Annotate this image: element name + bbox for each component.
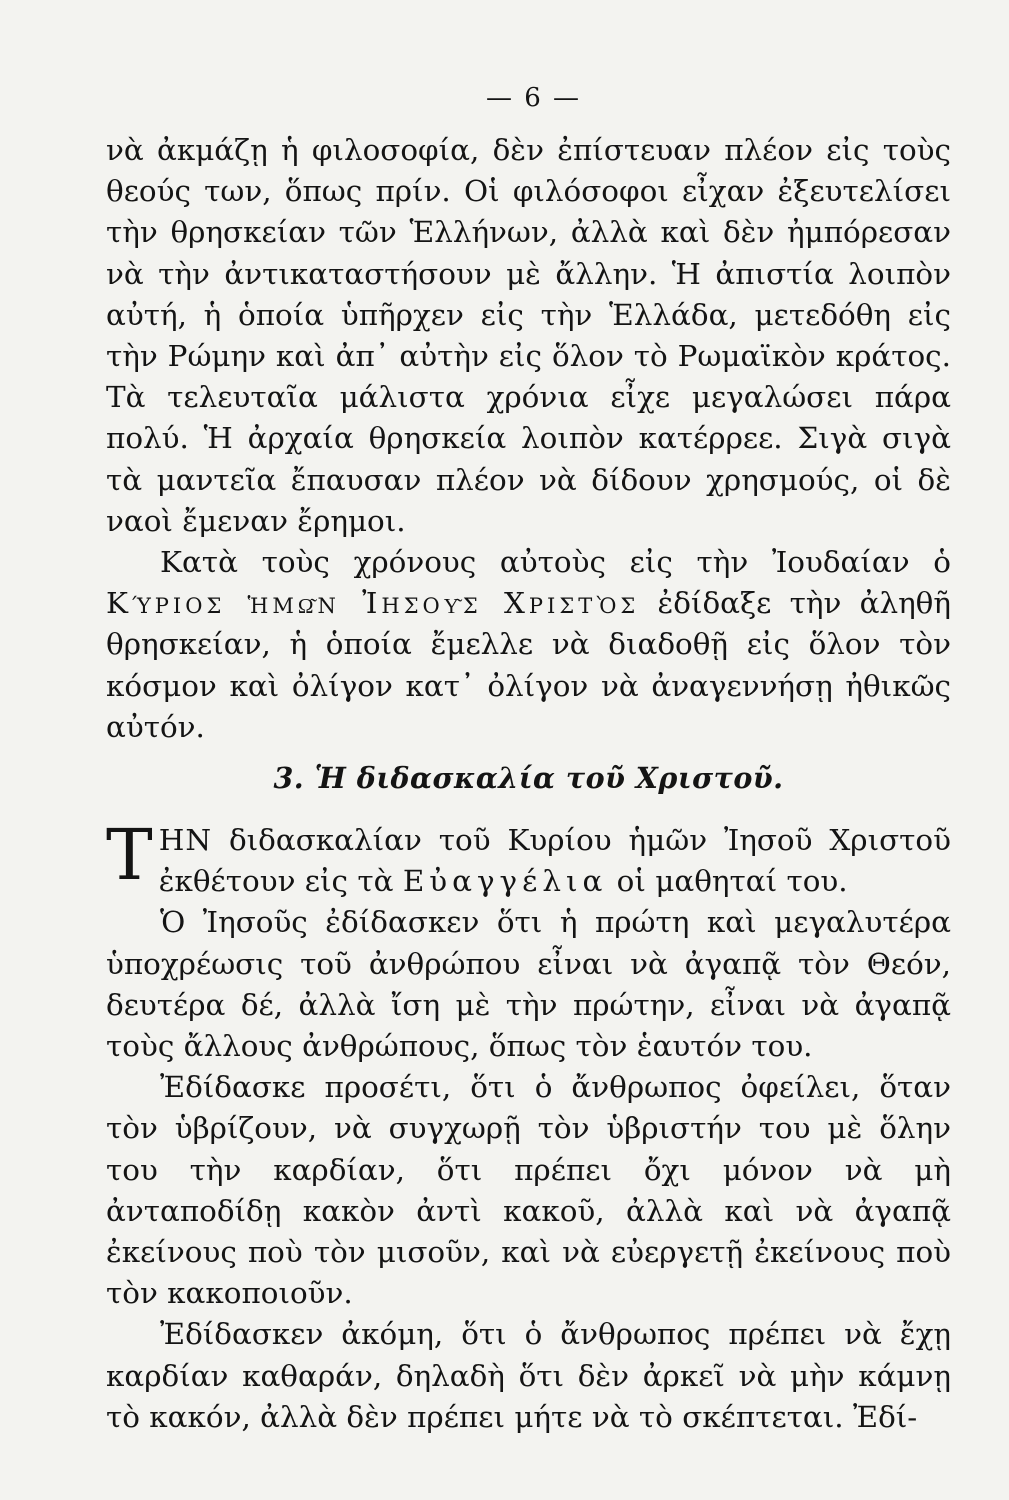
paragraph-3 <box>106 814 951 902</box>
paragraph-1: νὰ ἀκμάζῃ ἡ φιλοσοφία, δὲν ἐπίστευαν πλέον εἰς τοὺς θεούς των, ὅπως πρίν. Οἱ φιλόσοφοι εἶχαν ἐξευτελίσει τὴν θρησκείαν τῶν Ἑλλήνων, ἀλλὰ καὶ δὲν ἠμπόρεσαν νὰ τὴν ἀντικαταστήσουν μὲ ἄλλην. Ἡ ἀπιστία λοιπὸν αὐτή, ἡ ὁποία ὑπῆρχεν εἰς τὴν Ἑλλάδα, μετεδόθη εἰς τὴν Ρώμην καὶ ἀπ᾽ αὐτὴν εἰς ὅλον τὸ Ρωμαϊκὸν κράτος. Τὰ τελευταῖα μάλιστα χρόνια εἶχε μεγαλώσει πάρα πολύ. Ἡ ἀρχαία θρησκεία λοιπὸν κατέρρεε. Σιγὰ σιγὰ τὰ μαντεῖα ἔπαυσαν πλέον νὰ δίδουν χρησμούς, οἱ δὲ ναοὶ ἔμεναν ἔρημοι. <box>106 133 951 538</box>
paragraph-4: Ὁ Ἰησοῦς ἐδίδασκεν ὅτι ἡ πρώτη καὶ μεγαλυτέρα ὑποχρέωσις τοῦ ἀνθρώπου εἶναι νὰ ἀγαπᾷ τὸν Θεόν, δευτέρα δέ, ἀλλὰ ἴση μὲ τὴν πρώτην, εἶναι νὰ ἀγαπᾷ τοὺς ἄλλους ἀνθρώπους, ὅπως τὸν ἑαυτόν του. <box>106 905 951 1064</box>
paragraph-3-caps: ΗΝ <box>158 823 213 858</box>
paragraph-5: Ἐδίδασκε προσέτι, ὅτι ὁ ἄνθρωπος ὀφείλει, ὅταν τὸν ὑβρίζουν, νὰ συγχωρῇ τὸν ὑβριστήν του μὲ ὅλην του τὴν καρδίαν, ὅτι πρέπει ὄχι μόνον νὰ μὴ ἀνταποδίδῃ κακὸν ἀντὶ κακοῦ, ἀλλὰ καὶ νὰ ἀγαπᾷ ἐκείνους ποὺ τὸν μισοῦν, καὶ νὰ εὐεργετῇ ἐκείνους ποὺ τὸν κακοποιοῦν. <box>106 1070 951 1311</box>
paragraph-3-text-end: οἱ μαθηταί του. <box>607 864 848 899</box>
paragraph-2-emphasis: Κύριος ἡμῶν Ἰησοῦς Χριστὸς <box>106 586 640 621</box>
page-body <box>106 130 951 1438</box>
paragraph-2-text-end: ἐδίδαξε τὴν ἀληθῆ θρησκείαν, ἡ ὁποία ἔμελλε νὰ διαδοθῇ εἰς ὅλον τὸν κόσμον καὶ ὀλίγον κατ᾽ ὀλίγον νὰ ἀναγεννήσῃ ἠθικῶς αὐτόν. <box>106 586 951 744</box>
paragraph-3-text-start: διδασκαλίαν τοῦ Κυρίου ἡμῶν Ἰησοῦ Χριστοῦ ἐκθέτουν εἰς τὰ <box>158 823 951 899</box>
paragraph-2-text-start: Κατὰ τοὺς χρόνους αὐτοὺς εἰς τὴν Ἰουδαίαν ὁ <box>160 545 951 580</box>
paragraph-2 <box>106 542 951 748</box>
paragraph-3-emphasis: Εὐαγγέλια <box>402 864 608 899</box>
drop-cap-letter: Τ <box>106 814 153 897</box>
section-heading: 3. Ἡ διδασκαλία τοῦ Χριστοῦ. <box>273 761 784 796</box>
paragraph-6: Ἐδίδασκεν ἀκόμη, ὅτι ὁ ἄνθρωπος πρέπει νὰ ἔχῃ καρδίαν καθαράν, δηλαδὴ ὅτι δὲν ἀρκεῖ νὰ μὴν κάμνῃ τὸ κακόν, ἀλλὰ δὲν πρέπει μήτε νὰ τὸ σκέπτεται. Ἐδί- <box>106 1317 951 1434</box>
page-number: — 6 — <box>485 83 582 113</box>
